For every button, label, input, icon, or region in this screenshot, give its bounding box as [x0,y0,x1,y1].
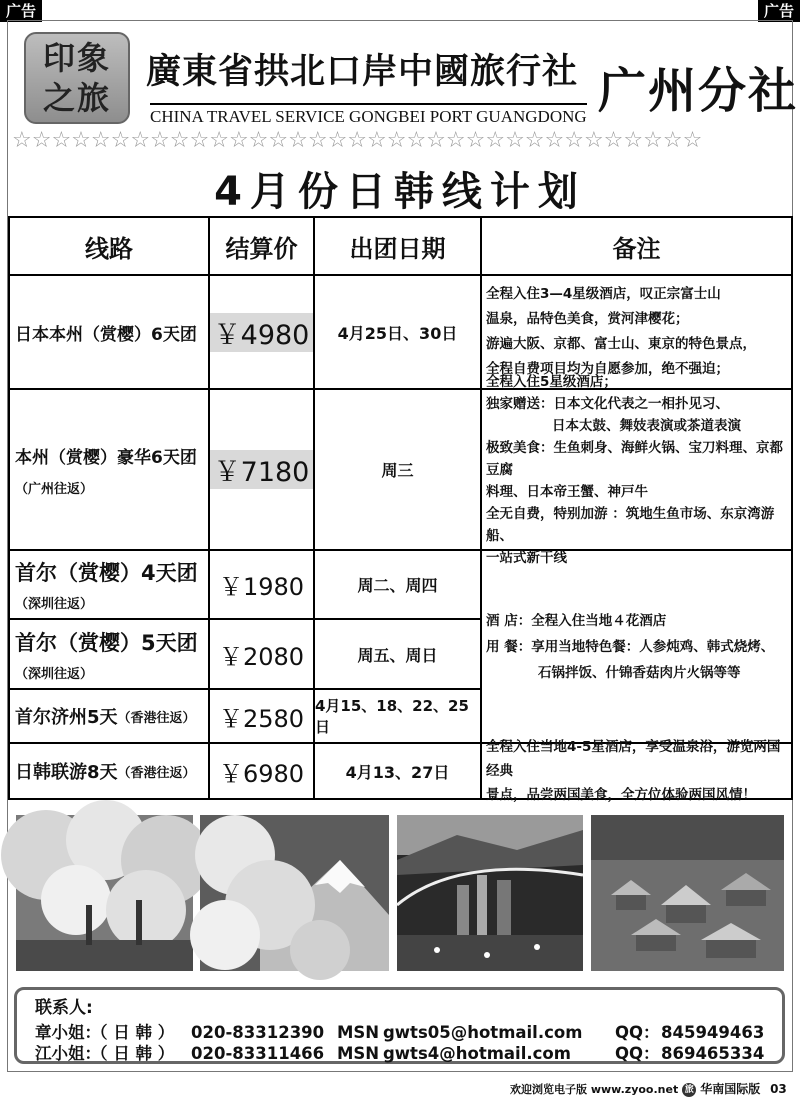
contact-box [14,987,785,1064]
header-route: 线路 [85,234,133,263]
table-row-price [210,276,313,388]
route-name: 日韩联游8天 [15,762,118,783]
price-value: ￥4980 [210,313,314,352]
table-row-route [10,690,208,742]
agency-name-en: CHINA TRAVEL SERVICE GONGBEI PORT GUANGDONG [150,103,587,127]
departure-date: 4月25日、30日 [337,323,458,343]
brand-logo-text: 印象之旅 [42,39,111,117]
departure-date: 周五、周日 [357,645,438,665]
table-row-price [210,390,313,549]
branch-name: 广州分社 [598,63,799,119]
table-row-notes [482,373,791,566]
contact-phone[interactable]: 020-83312390 [191,1023,325,1042]
ad-label-right: 广告 [758,0,800,22]
note-line: 全程入住5星级酒店； [486,373,617,390]
price-value: ￥2580 [218,704,305,733]
contact-qq: 845949463 [661,1023,765,1042]
departure-date: 4月15、18、22、25日 [315,697,469,736]
price-value: ￥6980 [218,759,305,788]
header-date: 出团日期 [349,234,446,263]
star-divider: ☆☆☆☆☆☆☆☆☆☆☆☆☆☆☆☆☆☆☆☆☆☆☆☆☆☆☆☆☆☆☆☆☆☆☆ [12,128,703,153]
contact-route: （ 日 韩 ） [91,1044,175,1063]
route-name: 首尔（赏樱）5天团 [15,630,198,655]
contact-phone[interactable]: 020-83311466 [191,1044,325,1063]
itinerary-table [8,216,793,803]
msn-label: MSN [337,1023,380,1042]
route-departure: （深圳往返） [15,597,94,612]
table-row-notes [482,739,791,803]
photo-night-bridge [397,815,583,971]
note-line: 游遍大阪、京都、富士山、東京的特色景点， [486,336,756,352]
photo-mount-fuji [200,815,389,971]
note-line: 酒 店：全程入住当地４花酒店 [486,612,667,629]
note-line: 料理、日本帝王蟹、神戸牛 [486,483,648,500]
agency-name-cn: 廣東省拱北口岸中國旅行社 [146,51,579,92]
table-row-route [10,276,208,388]
contact-row [35,1040,764,1064]
newspaper-logo-icon: 旅 [682,1083,696,1097]
note-line: 全无自费，特别加游 ：筑地生鱼市场、东京湾游船、 [486,505,775,544]
table-row-route [10,551,208,618]
contact-name: 江小姐： [35,1044,101,1063]
route-name: 首尔（赏樱）4天团 [15,561,198,585]
brand-logo [24,32,130,124]
note-line: 用 餐：享用当地特色餐：人参炖鸡、韩式烧烤、 [486,638,775,655]
departure-date: 周三 [381,461,414,480]
departure-date: 4月13、27日 [345,762,450,782]
price-value: ￥2080 [218,642,305,671]
contact-msn[interactable]: gwts4@hotmail.com [383,1044,571,1063]
note-line: 独家赠送：日本文化代表之一相扑见习、 [486,395,729,412]
header-notes: 备注 [612,234,661,263]
contact-msn[interactable]: gwts05@hotmail.com [383,1023,583,1042]
route-departure: （香港往返） [117,710,196,726]
table-row-route [10,744,208,798]
contact-route: （ 日 韩 ） [91,1023,175,1042]
ad-label-left: 广告 [0,0,42,22]
route-departure: （广州往返） [15,481,94,497]
qq-label: QQ： [615,1023,660,1042]
photo-cherry-blossom-park [16,815,193,971]
photo-village [591,815,784,971]
note-line: 全程入住3—4星级酒店，叹正宗富士山 [486,286,721,302]
table-row-route [10,620,208,688]
note-line: 一站式新干线 [486,549,567,566]
price-value: ￥7180 [210,450,314,489]
note-line: 日本太鼓、舞妓表演或茶道表演 [552,417,741,434]
qq-label: QQ： [615,1044,660,1063]
contact-qq: 869465334 [661,1044,765,1063]
contact-name: 章小姐： [35,1023,101,1042]
note-line: 极致美食：生鱼刺身、海鲜火锅、宝刀料理、京都豆腐 [486,439,783,478]
route-departure: （深圳往返） [15,666,94,682]
note-line: 全程入住当地4-5星酒店，享受温泉浴，游览两国经典 [486,739,781,779]
route-departure: （香港往返） [117,765,196,781]
header-price: 结算价 [225,234,298,263]
note-line: 石锅拌饭、什锦香菇肉片火锅等等 [538,664,741,681]
korea-tour-notes [482,551,791,742]
note-line: 景点，品尝两国美食，全方位体验两国风情！ [486,787,756,803]
price-value: ￥1980 [218,573,305,601]
departure-date: 周二、周四 [357,576,438,595]
route-name: 日本本州（赏樱）6天团 [15,324,197,345]
footer-edition: 华南国际版 [700,1082,761,1096]
msn-label: MSN [337,1044,380,1063]
route-name: 本州（赏樱）豪华6天团 [15,447,197,468]
route-name: 首尔济州5天 [15,707,118,728]
page-footer [510,1080,787,1097]
note-line: 全程自费项目均为自愿参加，绝不强迫； [486,361,729,377]
page-number: 03 [770,1082,787,1096]
footer-site-text[interactable]: 欢迎浏览电子版 www.zyoo.net [510,1083,679,1096]
contact-title: 联系人: [35,998,93,1018]
table-row-route [10,390,208,549]
note-line: 温泉，品特色美食，赏河津樱花； [486,311,689,327]
page-title: 4月份日韩线计划 [214,169,586,215]
